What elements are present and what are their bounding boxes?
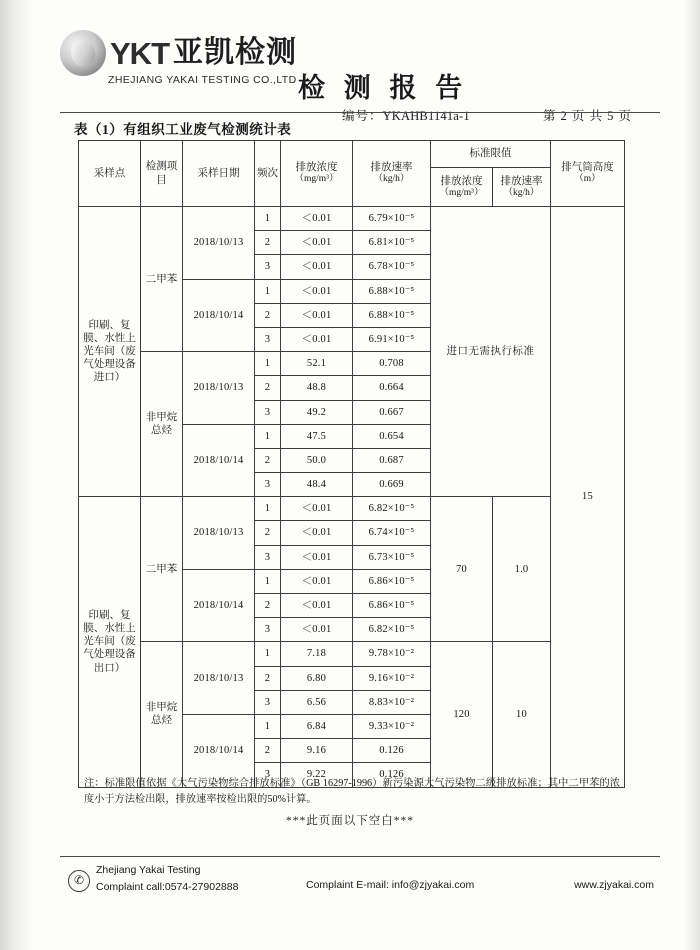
th-test-item-label: 检测项目	[145, 161, 178, 186]
cell-concentration: 49.2	[281, 400, 353, 424]
footer-website[interactable]: www.zjyakai.com	[574, 879, 654, 891]
cell-concentration: ＜0.01	[281, 497, 353, 521]
cell-date: 2018/10/14	[183, 279, 255, 352]
cell-rate: 6.86×10⁻⁵	[353, 569, 431, 593]
page-blank-marker: ***此页面以下空白***	[286, 815, 414, 827]
th-emission-concentration	[281, 141, 353, 207]
cell-date: 2018/10/13	[183, 642, 255, 715]
cell-test-item-xylene-inlet: 二甲苯	[141, 207, 183, 352]
header-divider	[60, 112, 660, 113]
cell-test-item-nmhc-inlet: 非甲烷总烃	[141, 352, 183, 497]
footer-company-block	[96, 862, 238, 896]
logo-ykt-text: YKT	[110, 35, 169, 71]
table-row	[79, 497, 625, 521]
cell-std-rate: 1.0	[493, 497, 551, 642]
cell-concentration: ＜0.01	[281, 521, 353, 545]
cell-rate: 0.667	[353, 400, 431, 424]
cell-test-item-nmhc-outlet: 非甲烷总烃	[141, 642, 183, 787]
footer-complaint-phone: Complaint call:0574-27902888	[96, 880, 239, 893]
cell-frequency: 2	[255, 739, 281, 763]
report-header	[60, 28, 660, 123]
cell-frequency: 3	[255, 473, 281, 497]
cell-rate: 6.86×10⁻⁵	[353, 594, 431, 618]
th-emission-rate-label: 排放速率	[370, 162, 413, 173]
cell-concentration: 9.16	[281, 739, 353, 763]
cell-concentration: ＜0.01	[281, 303, 353, 327]
cell-concentration: ＜0.01	[281, 255, 353, 279]
cell-standard-note-inlet: 进口无需执行标准	[431, 207, 551, 497]
cell-frequency: 3	[255, 255, 281, 279]
th-test-item	[141, 141, 183, 207]
cell-concentration: ＜0.01	[281, 618, 353, 642]
cell-rate: 9.78×10⁻²	[353, 642, 431, 666]
footer-company-name: Zhejiang Yakai Testing	[96, 864, 201, 876]
document-number-value: YKAHB1141a-1	[382, 109, 470, 123]
cell-rate: 6.73×10⁻⁵	[353, 545, 431, 569]
logo-company-en: ZHEJIANG YAKAI TESTING CO.,LTD	[108, 74, 297, 86]
cell-concentration: ＜0.01	[281, 569, 353, 593]
cell-frequency: 1	[255, 569, 281, 593]
th-frequency-label: 频次	[257, 167, 278, 179]
cell-concentration: ＜0.01	[281, 279, 353, 303]
cell-date: 2018/10/14	[183, 714, 255, 787]
cell-rate: 0.669	[353, 473, 431, 497]
cell-concentration: ＜0.01	[281, 231, 353, 255]
cell-concentration: 6.80	[281, 666, 353, 690]
th-std-rate	[493, 168, 551, 207]
cell-frequency: 3	[255, 545, 281, 569]
th-emission-rate-unit: （kg/h）	[373, 174, 410, 185]
th-std-concentration-unit: （mg/m³）	[439, 187, 484, 198]
th-sampling-point: 采样点	[79, 141, 141, 207]
cell-date: 2018/10/13	[183, 497, 255, 570]
cell-sampling-point-outlet: 印刷、复膜、水性上光车间（废气处理设备出口）	[79, 497, 141, 787]
cell-std-concentration: 120	[431, 642, 493, 787]
th-std-rate-unit: （kg/h）	[503, 187, 540, 198]
cell-rate: 0.126	[353, 763, 431, 787]
footer-divider	[60, 856, 660, 857]
cell-concentration: 47.5	[281, 424, 353, 448]
cell-rate: 9.33×10⁻²	[353, 714, 431, 738]
cell-frequency: 3	[255, 690, 281, 714]
cell-date: 2018/10/14	[183, 569, 255, 642]
cell-frequency: 2	[255, 376, 281, 400]
cell-rate: 8.83×10⁻²	[353, 690, 431, 714]
th-std-rate-label: 排放速率	[500, 175, 543, 187]
cell-rate: 0.687	[353, 448, 431, 472]
th-frequency	[255, 141, 281, 207]
cell-std-rate: 10	[493, 642, 551, 787]
cell-test-item-xylene-outlet: 二甲苯	[141, 497, 183, 642]
cell-frequency: 3	[255, 763, 281, 787]
cell-std-concentration: 70	[431, 497, 493, 642]
cell-frequency: 2	[255, 594, 281, 618]
cell-frequency: 2	[255, 666, 281, 690]
table-note: 注：标准限值依据《大气污染物综合排放标准》（GB 16297-1996）新污染源大气污染物二级排放标准；其中二甲苯的浓度小于方法检出限，排放速率按检出限的50%计算。	[84, 778, 620, 806]
cell-date: 2018/10/13	[183, 207, 255, 280]
cell-frequency: 3	[255, 400, 281, 424]
th-emission-rate	[353, 141, 431, 207]
th-emission-concentration-unit: （mg/m³）	[294, 174, 339, 185]
table-caption: 表（1）有组织工业废气检测统计表	[74, 122, 292, 137]
cell-concentration: ＜0.01	[281, 207, 353, 231]
cell-rate: 6.82×10⁻⁵	[353, 497, 431, 521]
cell-rate: 6.91×10⁻⁵	[353, 327, 431, 351]
th-stack-height-unit: （m）	[574, 174, 601, 185]
cell-frequency: 1	[255, 497, 281, 521]
table-row	[79, 207, 625, 231]
table-row	[79, 642, 625, 666]
company-logo	[60, 30, 297, 76]
table-body	[79, 207, 625, 788]
cell-concentration: ＜0.01	[281, 594, 353, 618]
cell-concentration: 6.84	[281, 714, 353, 738]
cell-rate: 6.78×10⁻⁵	[353, 255, 431, 279]
page-title: 检 测 报 告	[298, 73, 469, 103]
cell-rate: 0.654	[353, 424, 431, 448]
cell-frequency: 2	[255, 521, 281, 545]
cell-concentration: 48.4	[281, 473, 353, 497]
cell-rate: 6.79×10⁻⁵	[353, 207, 431, 231]
cell-rate: 0.664	[353, 376, 431, 400]
th-std-concentration-label: 排放浓度	[440, 175, 483, 187]
cell-frequency: 2	[255, 303, 281, 327]
cell-stack-height: 15	[551, 207, 625, 788]
cell-rate: 0.708	[353, 352, 431, 376]
cell-date: 2018/10/14	[183, 424, 255, 497]
document-number	[342, 106, 470, 124]
cell-rate: 6.88×10⁻⁵	[353, 303, 431, 327]
page-number: 第 2 页 共 5 页	[542, 109, 632, 123]
cell-frequency: 2	[255, 448, 281, 472]
cell-frequency: 1	[255, 714, 281, 738]
cell-frequency: 1	[255, 207, 281, 231]
emission-statistics-table	[78, 140, 625, 788]
cell-date: 2018/10/13	[183, 352, 255, 425]
cell-rate: 6.74×10⁻⁵	[353, 521, 431, 545]
footer-complaint-email[interactable]: Complaint E-mail: info@zjyakai.com	[306, 879, 475, 891]
th-stack-height	[551, 141, 625, 207]
cell-frequency: 1	[255, 642, 281, 666]
cell-concentration: 52.1	[281, 352, 353, 376]
cell-concentration: 50.0	[281, 448, 353, 472]
cell-rate: 9.16×10⁻²	[353, 666, 431, 690]
table-header	[79, 141, 625, 207]
cell-frequency: 1	[255, 424, 281, 448]
cell-frequency: 1	[255, 279, 281, 303]
th-std-concentration	[431, 168, 493, 207]
th-emission-concentration-label: 排放浓度	[295, 162, 338, 173]
cell-rate: 6.82×10⁻⁵	[353, 618, 431, 642]
document-number-label: 编号：	[342, 109, 383, 123]
cell-rate: 0.126	[353, 739, 431, 763]
cell-frequency: 1	[255, 352, 281, 376]
cell-concentration: 6.56	[281, 690, 353, 714]
th-stack-height-label: 排气筒高度	[561, 162, 614, 173]
cell-frequency: 3	[255, 618, 281, 642]
cell-concentration: 9.22	[281, 763, 353, 787]
cell-concentration: ＜0.01	[281, 545, 353, 569]
cell-sampling-point-inlet: 印刷、复膜、水性上光车间（废气处理设备进口）	[79, 207, 141, 497]
cell-frequency: 3	[255, 327, 281, 351]
cell-concentration: 48.8	[281, 376, 353, 400]
th-standard-limit: 标准限值	[431, 141, 551, 168]
cell-concentration: 7.18	[281, 642, 353, 666]
th-sampling-date: 采样日期	[183, 141, 255, 207]
cell-concentration: ＜0.01	[281, 327, 353, 351]
cell-rate: 6.88×10⁻⁵	[353, 279, 431, 303]
logo-company-cn: 亚凯检测	[173, 36, 297, 69]
cell-rate: 6.81×10⁻⁵	[353, 231, 431, 255]
logo-swirl-icon	[60, 30, 106, 76]
phone-icon: ✆	[68, 870, 90, 892]
cell-frequency: 2	[255, 231, 281, 255]
